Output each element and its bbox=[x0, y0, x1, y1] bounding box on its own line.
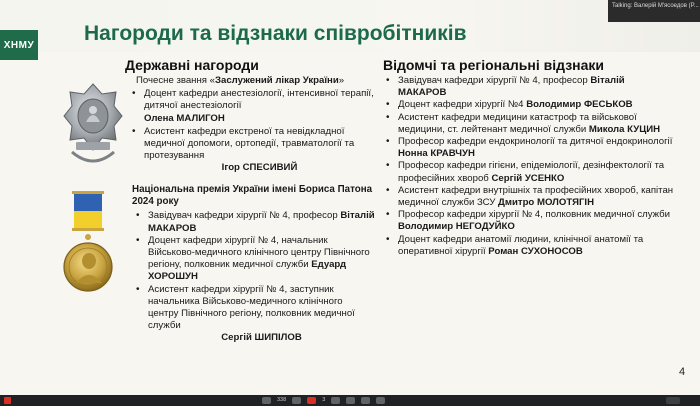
list-item-text: Професор кафедри хірургії № 4, полковник медичної служби bbox=[398, 209, 671, 221]
apps-icon[interactable] bbox=[361, 397, 370, 404]
list-item-text: Професор кафедри ендокринології та дитячої ендокринології bbox=[398, 136, 673, 148]
list-item bbox=[384, 185, 674, 209]
active-speaker-label: Talking: Валерій М'ясоедов (P... bbox=[612, 3, 699, 9]
list-item bbox=[130, 88, 375, 125]
list-item-text: Завідувач кафедри хірургії № 4, професор bbox=[398, 75, 591, 86]
participants-count: 338 bbox=[277, 397, 287, 403]
meeting-toolbar bbox=[0, 395, 700, 406]
list-item bbox=[384, 209, 674, 233]
list-item-text: Доцент кафедри анатомії людини, клінічної анатомії та оперативної хірургії bbox=[398, 233, 644, 257]
leave-button[interactable] bbox=[666, 397, 680, 404]
paton-prize-list bbox=[134, 210, 375, 344]
list-item-text: Завідувач кафедри хірургії № 4, професор bbox=[148, 210, 341, 222]
list-item-person: Віталій МАКАРОВ bbox=[148, 210, 375, 234]
silver-badge-icon bbox=[62, 78, 124, 178]
list-item-person: Сергій УСЕНКО bbox=[491, 172, 565, 184]
list-item bbox=[384, 160, 674, 184]
list-item-person: Нонна КРАВЧУН bbox=[398, 148, 475, 160]
list-item-text: Асистент кафедри медицини катастроф та військової медицини, ст. лейтенант медичної служби bbox=[398, 111, 637, 135]
list-item-person: Олена МАЛИГОН bbox=[144, 112, 225, 124]
departmental-awards-heading: Відомчі та регіональні відзнаки bbox=[383, 57, 605, 73]
chat-icon[interactable] bbox=[292, 397, 301, 404]
list-item bbox=[384, 136, 674, 160]
active-speaker-tile[interactable] bbox=[608, 0, 700, 22]
share-screen-icon[interactable] bbox=[331, 397, 340, 404]
list-item bbox=[134, 235, 375, 284]
list-item-text: Професор кафедри гігієни, епідеміології, дезінфектології та професійних хвороб bbox=[398, 160, 665, 184]
reactions-icon[interactable] bbox=[346, 397, 355, 404]
list-item-text: Доцент кафедри хірургії № 4, начальник Військово-медичного клінічного центру Північного регіону, полковник медичної служби bbox=[148, 234, 370, 271]
list-item-person: Віталій МАКАРОВ bbox=[398, 75, 625, 99]
list-item bbox=[384, 112, 674, 136]
list-item-person: Едуард ХОРОШУН bbox=[148, 259, 347, 283]
list-item bbox=[384, 234, 674, 258]
list-item-person: Ігор СПЕСИВИЙ bbox=[221, 162, 298, 174]
chat-badge-icon[interactable] bbox=[307, 397, 316, 404]
list-item-person: Володимир ФЕСЬКОВ bbox=[526, 99, 633, 111]
list-item-text: Доцент кафедри хірургії №4 bbox=[398, 99, 527, 111]
list-item bbox=[134, 210, 375, 234]
participants-icon[interactable] bbox=[262, 397, 271, 404]
list-item-text: Доцент кафедри анестезіології, інтенсивної терапії, дитячої анестезіології bbox=[144, 88, 374, 112]
chat-badge-count: 3 bbox=[322, 397, 326, 403]
list-item bbox=[130, 126, 375, 175]
list-item-text: Асистент кафедри внутрішніх та професійних хвороб, капітан медичної служби ЗСУ bbox=[398, 184, 674, 209]
more-icon[interactable] bbox=[376, 397, 385, 404]
state-awards-column bbox=[130, 75, 375, 345]
list-item bbox=[134, 284, 375, 345]
record-icon[interactable] bbox=[4, 397, 11, 404]
state-awards-heading: Державні нагороди bbox=[125, 57, 259, 73]
slide-title: Нагороди та відзнаки співробітників bbox=[84, 22, 467, 45]
gold-medal-icon bbox=[62, 191, 114, 299]
university-logo: ХНМУ bbox=[0, 30, 38, 60]
award-lead-suffix: » bbox=[338, 75, 345, 86]
list-item-text: Асистент кафедри хірургії № 4, заступник начальника Військово-медичного клінічного центру Північного регіону, полковник медичної служби bbox=[148, 283, 355, 332]
toolbar-controls bbox=[262, 395, 385, 406]
list-item-person: Дмитро МОЛОТЯГІН bbox=[498, 197, 595, 209]
list-item bbox=[384, 75, 674, 99]
list-item-person: Роман СУХОНОСОВ bbox=[488, 245, 583, 257]
slide-page-number: 4 bbox=[679, 366, 686, 378]
paton-prize-heading: Національна премія України імені Бориса Патона 2024 року bbox=[132, 183, 373, 208]
list-item-person: Сергій ШИПІЛОВ bbox=[221, 332, 302, 344]
list-item-person: Володимир НЕГОДУЙКО bbox=[398, 221, 515, 233]
list-item-text: Асистент кафедри екстреної та невідкладної медичної допомоги, ортопедії, травматології та протезування bbox=[144, 125, 355, 162]
award-lead-name: Заслужений лікар України bbox=[214, 75, 339, 86]
list-item-person: Микола КУЦИН bbox=[588, 123, 661, 135]
award-honorary-title bbox=[136, 75, 375, 87]
list-item bbox=[384, 99, 674, 111]
honorary-recipients-list bbox=[130, 88, 375, 174]
award-lead-prefix: Почесне звання « bbox=[136, 75, 215, 86]
departmental-recipients-list bbox=[384, 75, 674, 258]
departmental-awards-column bbox=[384, 75, 674, 258]
